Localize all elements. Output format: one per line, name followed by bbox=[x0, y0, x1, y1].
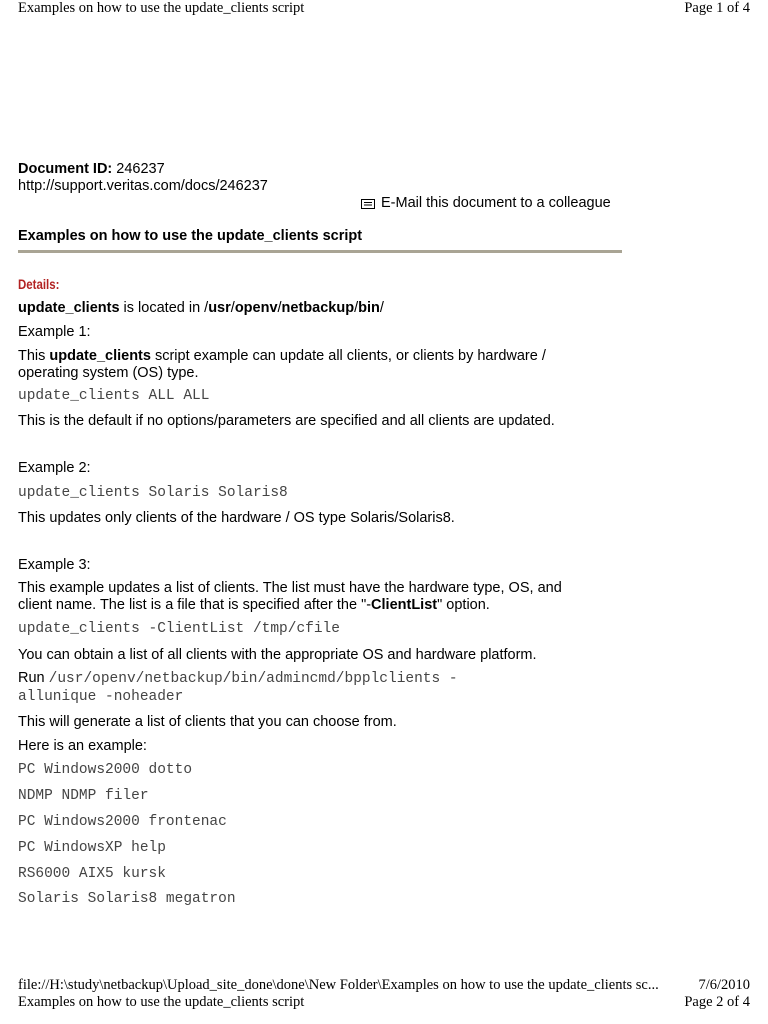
client-list-item: Solaris Solaris8 megatron bbox=[18, 891, 236, 907]
command-name: update_clients bbox=[18, 300, 120, 316]
example-1-desc-pre: This bbox=[18, 348, 50, 364]
example-2-heading: Example 2: bbox=[18, 460, 91, 476]
document-id-value: 246237 bbox=[116, 161, 165, 177]
path-openv: openv bbox=[234, 300, 278, 316]
client-list-item: RS6000 AIX5 kursk bbox=[18, 866, 166, 882]
path-netbackup: netbackup bbox=[281, 300, 355, 316]
client-list-item: PC WindowsXP help bbox=[18, 840, 166, 856]
run-command-code: /usr/openv/netbackup/bin/admincmd/bpplclients - bbox=[48, 671, 458, 687]
document-id-label: Document ID: bbox=[18, 161, 113, 177]
example-3-desc-post: " option. bbox=[437, 597, 490, 613]
path-bin: bin bbox=[358, 300, 380, 316]
example-3-heading: Example 3: bbox=[18, 557, 91, 573]
next-page-header-page-number: Page 2 of 4 bbox=[684, 994, 750, 1010]
example-intro: Here is an example: bbox=[18, 738, 147, 754]
example-1-note: This is the default if no options/parameters are specified and all clients are updated. bbox=[18, 413, 555, 429]
example-2-code: update_clients Solaris Solaris8 bbox=[18, 485, 288, 501]
path-usr: usr bbox=[208, 300, 231, 316]
document-title: Examples on how to use the update_clients script bbox=[18, 228, 363, 244]
obtain-clients-text: You can obtain a list of all clients with the appropriate OS and hardware platform. bbox=[18, 647, 537, 663]
generate-list-text: This will generate a list of clients that you can choose from. bbox=[18, 714, 397, 730]
location-text: is located in / bbox=[119, 300, 209, 316]
example-3-desc-pre: This example updates a list of clients. The list must have the hardware type, OS, and client name. The list is a file that is specified after the "- bbox=[18, 580, 562, 613]
path-slash: / bbox=[379, 300, 384, 316]
next-page-header-title: Examples on how to use the update_clients script bbox=[18, 994, 305, 1010]
client-list-item: PC Windows2000 dotto bbox=[18, 762, 193, 778]
print-header-page-number: Page 1 of 4 bbox=[684, 0, 750, 16]
example-3-code: update_clients -ClientList /tmp/cfile bbox=[18, 621, 340, 637]
run-label: Run bbox=[18, 670, 49, 686]
print-header-title: Examples on how to use the update_clients script bbox=[18, 0, 305, 16]
client-list-item: NDMP NDMP filer bbox=[18, 788, 149, 804]
example-1-desc-post: script example can update all clients, or clients by hardware / operating system (OS) type. bbox=[18, 348, 546, 381]
example-3-desc-option: ClientList bbox=[371, 597, 438, 613]
run-command-line bbox=[18, 670, 458, 687]
example-1-desc-command: update_clients bbox=[49, 348, 151, 364]
print-footer-date: 7/6/2010 bbox=[698, 977, 750, 993]
run-command-code-continued: allunique -noheader bbox=[18, 689, 184, 705]
location-line bbox=[18, 300, 384, 317]
example-1-description bbox=[18, 348, 578, 382]
path-slash: / bbox=[277, 300, 282, 316]
print-footer-path: file://H:\study\netbackup\Upload_site_done\done\New Folder\Examples on how to use the update_clients sc... bbox=[18, 977, 659, 993]
title-divider bbox=[18, 250, 622, 253]
email-document-link[interactable] bbox=[361, 195, 611, 212]
client-list-item: PC Windows2000 frontenac bbox=[18, 814, 227, 830]
document-id bbox=[18, 161, 165, 178]
envelope-icon bbox=[361, 199, 375, 209]
example-1-code: update_clients ALL ALL bbox=[18, 388, 210, 404]
example-2-note: This updates only clients of the hardware / OS type Solaris/Solaris8. bbox=[18, 510, 455, 526]
example-3-description bbox=[18, 580, 598, 614]
document-url[interactable]: http://support.veritas.com/docs/246237 bbox=[18, 178, 268, 194]
details-label: Details: bbox=[18, 277, 60, 292]
email-document-label[interactable]: E-Mail this document to a colleague bbox=[381, 195, 611, 211]
path-slash: / bbox=[354, 300, 359, 316]
example-1-heading: Example 1: bbox=[18, 324, 91, 340]
path-slash: / bbox=[230, 300, 235, 316]
